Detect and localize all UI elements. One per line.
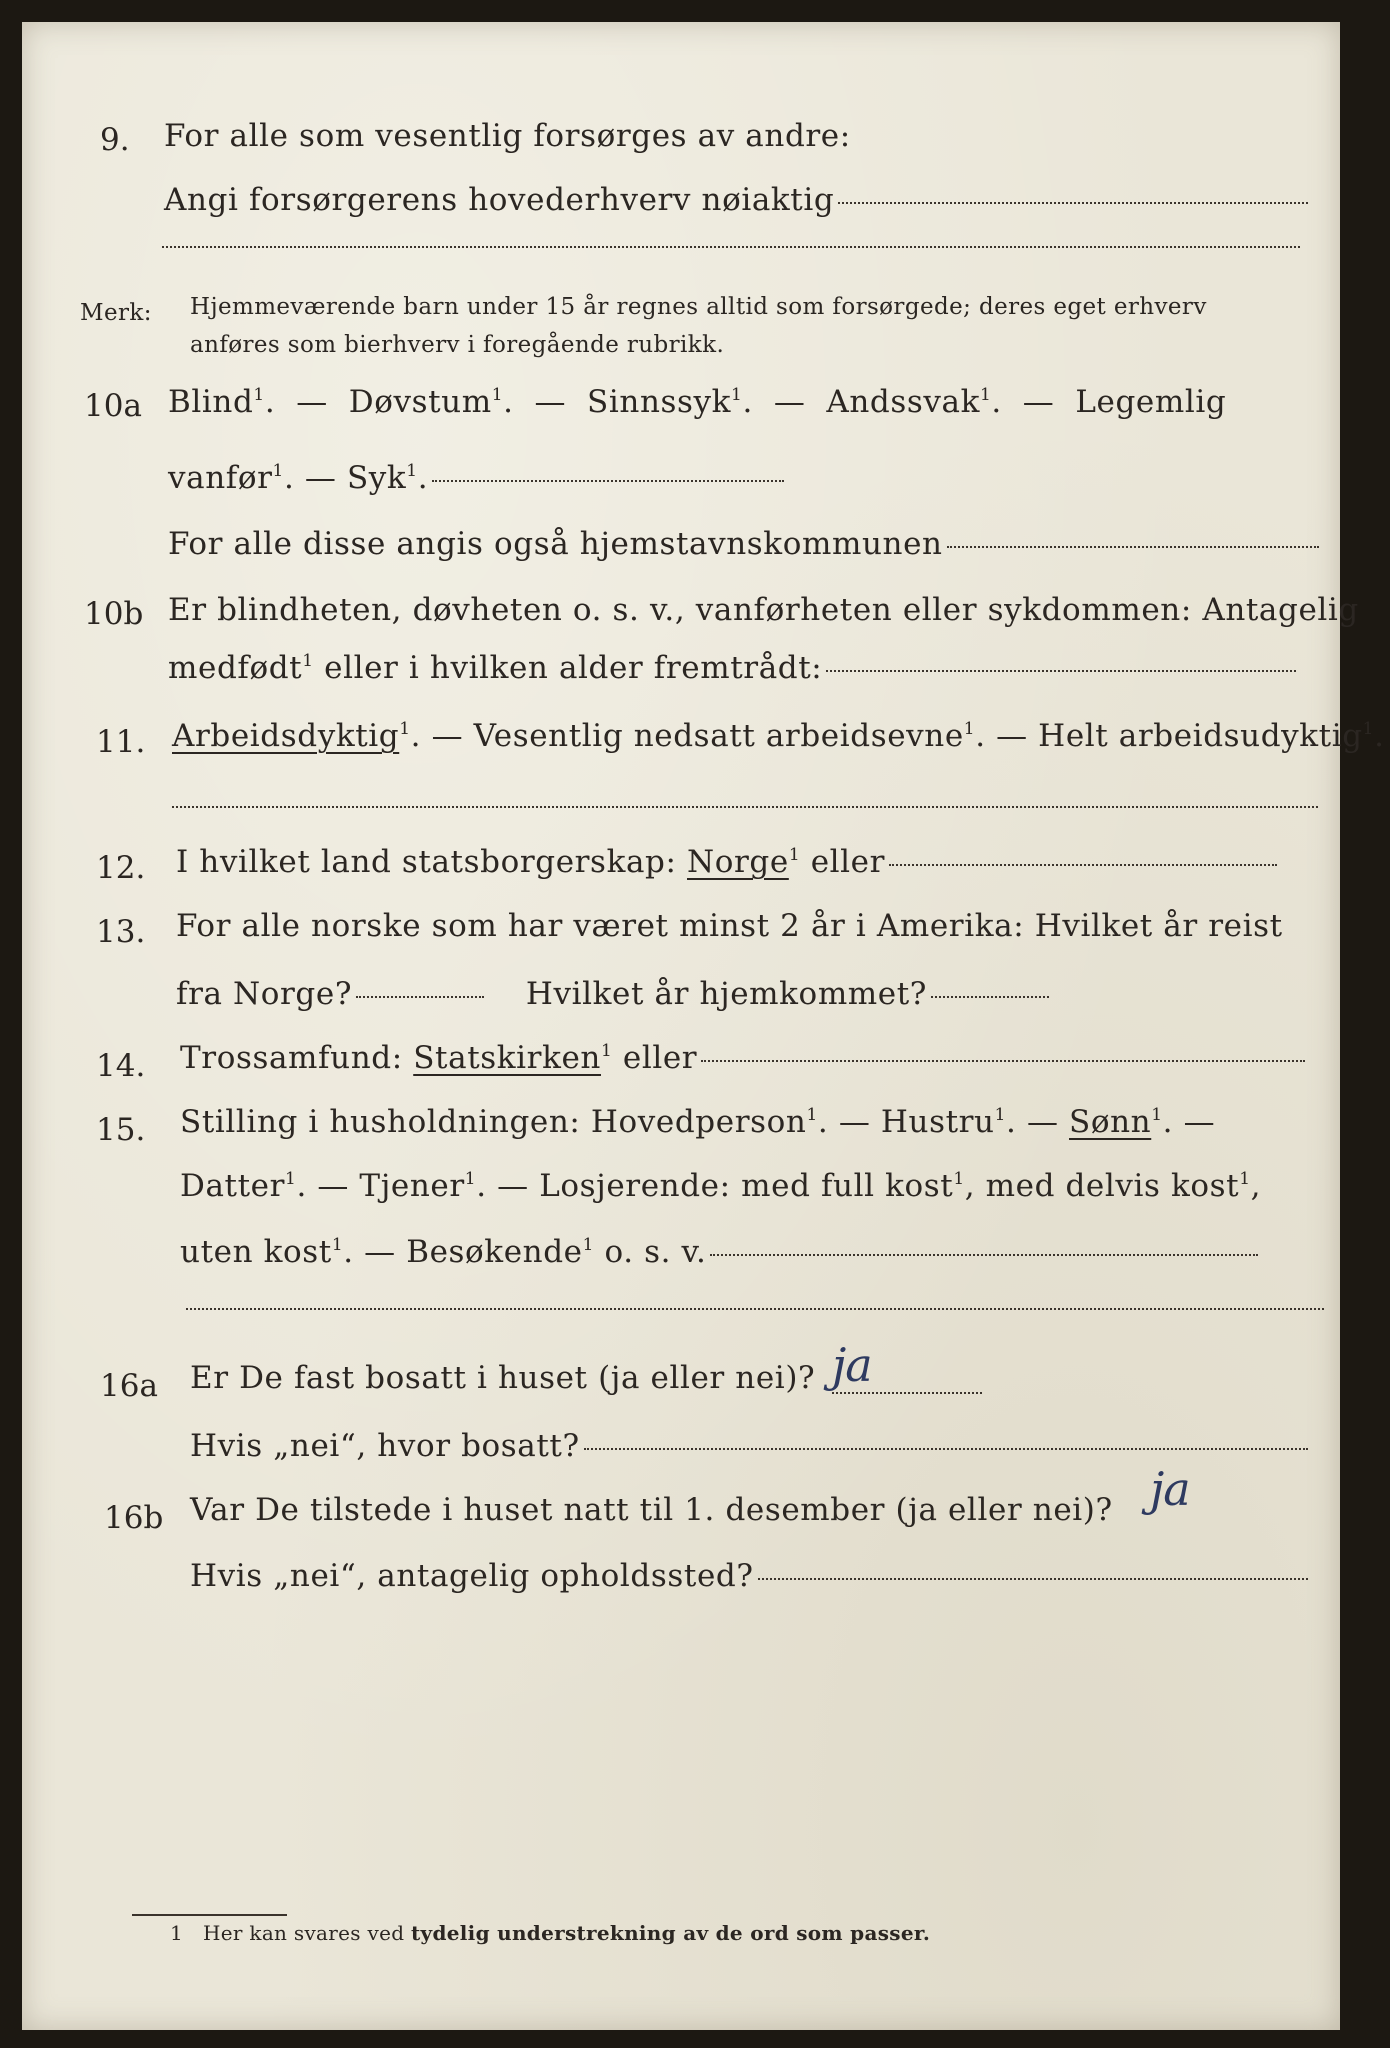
q10a-syk-fill-line[interactable] <box>432 479 784 482</box>
q10a-line-1: Blind$^1$. — Døvstum$^1$. — Sinnssyk$^1$. — Andssvak$^1$. — Legemlig <box>168 384 1227 420</box>
q12-eller: eller <box>810 844 886 880</box>
q13-line-2 <box>176 974 1049 1014</box>
q10a-legemlig: Legemlig <box>1075 384 1227 420</box>
q12-number: 12. <box>96 850 146 886</box>
q12-norge: Norge <box>687 844 789 880</box>
q10b-line-2: medfødt$^1$ eller i hvilken alder fremtrådt: <box>168 648 1296 688</box>
q13-number: 13. <box>96 914 146 950</box>
q15-answer-line[interactable] <box>186 1308 1324 1310</box>
q16a-handwritten-answer: ja <box>832 1338 872 1392</box>
merk-line-1: Hjemmeværende barn under 15 år regnes alltid som forsørgede; deres eget erhverv <box>190 294 1207 320</box>
q16a-answer-line[interactable] <box>832 1392 982 1394</box>
q9-number: 9. <box>100 122 130 158</box>
q10a-hjemstavn-text: For alle disse angis også hjemstavnskommunen <box>168 526 943 562</box>
merk-line-2: anføres som bierhverv i foregående rubrikk. <box>190 332 725 358</box>
q15-sonn: Sønn <box>1069 1104 1152 1140</box>
footnote-rule <box>132 1914 287 1916</box>
q10a-dash-5: — <box>304 460 337 496</box>
q16b-fill-line[interactable] <box>758 1577 1308 1580</box>
q11-arbeidsdyktig: Arbeidsdyktig <box>172 718 400 754</box>
q10b-line-1: Er blindheten, døvheten o. s. v., vanførheten eller sykdommen: Antagelig <box>168 592 1359 628</box>
q10a-dash-2: — <box>534 384 567 420</box>
q16a-fill-line[interactable] <box>584 1447 1308 1450</box>
q16b-number: 16b <box>104 1500 164 1536</box>
q13-hjemkommet-fill-line[interactable] <box>931 995 1049 998</box>
footnote-text-b: tydelig understrekning av de ord som passer. <box>411 1921 931 1945</box>
q13-line-1: For alle norske som har været minst 2 år i Amerika: Hvilket år reist <box>176 908 1283 944</box>
q10a-andssvak: Andssvak <box>826 384 980 420</box>
q13-hjemkommet: Hvilket år hjemkommet? <box>525 976 928 1012</box>
q14-text: Trossamfund: <box>180 1040 403 1076</box>
q16a-question: Er De fast bosatt i huset (ja eller nei)? <box>190 1360 816 1396</box>
q10a-syk: Syk <box>346 460 407 496</box>
q15-line-2: Datter$^1$. — Tjener$^1$. — Losjerende: med full kost$^1$, med delvis kost$^1$, <box>180 1168 1262 1204</box>
q12-fill-line[interactable] <box>889 863 1277 866</box>
q10a-dash-1: — <box>296 384 328 420</box>
q11-vesentlig: — Vesentlig nedsatt arbeidsevne <box>431 718 964 754</box>
q10b-fill-line[interactable] <box>826 669 1296 672</box>
q15-number: 15. <box>96 1112 146 1148</box>
q10a-hjemstavn-fill-line[interactable] <box>947 545 1319 548</box>
q11-line-1: Arbeidsdyktig$^1$. — Vesentlig nedsatt arbeidsevne$^1$. — Helt arbeidsudyktig$^1$. <box>172 718 1385 754</box>
q16b-line-2 <box>190 1556 1308 1596</box>
census-form-page <box>22 22 1385 2030</box>
q9-line-2-text: Angi forsørgerens hovederhverv nøiaktig <box>164 182 835 218</box>
footnote-text-a: Her kan svares ved <box>203 1921 405 1945</box>
q15-tjener: — Tjener <box>317 1168 465 1204</box>
q16b-opholdssted: Hvis „nei“, antagelig opholdssted? <box>190 1558 754 1594</box>
q16b-line-1 <box>190 1490 1113 1530</box>
q9-line-2 <box>164 180 1308 220</box>
q14-eller: eller <box>622 1040 698 1076</box>
q10a-dash-3: — <box>773 384 806 420</box>
q16a-hvor-bosatt: Hvis „nei“, hvor bosatt? <box>190 1428 580 1464</box>
q11-number: 11. <box>96 724 146 760</box>
q11-helt: — Helt arbeidsudyktig <box>996 718 1363 754</box>
q11-answer-line[interactable] <box>172 806 1318 808</box>
q14-number: 14. <box>96 1048 146 1084</box>
q10b-alder-text: eller i hvilken alder fremtrådt: <box>324 650 823 686</box>
q15-uten-kost: uten kost <box>180 1234 332 1270</box>
q10a-line-3 <box>168 524 1319 564</box>
q10a-sinnssyk: Sinnssyk <box>587 384 732 420</box>
q16a-line-1 <box>190 1358 815 1398</box>
q16a-number: 16a <box>100 1368 158 1404</box>
q10a-number: 10a <box>84 388 142 424</box>
q10a-blind: Blind <box>168 384 254 420</box>
q13-reist-fill-line[interactable] <box>356 995 484 998</box>
q14-fill-line[interactable] <box>701 1059 1305 1062</box>
q16b-question: Var De tilstede i huset natt til 1. desember (ja eller nei)? <box>190 1492 1113 1528</box>
q9-line-1: For alle som vesentlig forsørges av andre: <box>164 118 851 154</box>
q10b-number: 10b <box>84 596 144 632</box>
footnote-mark: 1 <box>170 1921 184 1945</box>
q9-fill-line[interactable] <box>838 201 1308 204</box>
q15-losjerende: — Losjerende: med full kost <box>497 1168 954 1204</box>
q15-delvis-kost: , med delvis kost <box>964 1168 1240 1204</box>
q10b-medfodt: medfødt <box>168 650 303 686</box>
merk-label: Merk: <box>80 300 152 326</box>
q15-line-1: Stilling i husholdningen: Hovedperson$^1$. — Hustru$^1$. — Sønn$^1$. — <box>180 1104 1216 1140</box>
q15-fill-line[interactable] <box>710 1253 1258 1256</box>
q12-text: I hvilket land statsborgerskap: <box>176 844 677 880</box>
q15-line-3: uten kost$^1$. — Besøkende$^1$ o. s. v. <box>180 1232 1258 1272</box>
q16b-handwritten-answer: ja <box>1150 1462 1190 1516</box>
q16a-line-2 <box>190 1426 1308 1466</box>
q14-line-1: Trossamfund: Statskirken$^1$ eller <box>180 1038 1305 1078</box>
q10a-vanfor: vanfør <box>168 460 273 496</box>
q15-osv: o. s. v. <box>604 1234 707 1270</box>
q15-besokende: — Besøkende <box>364 1234 583 1270</box>
q13-fra-norge: fra Norge? <box>176 976 353 1012</box>
q14-statskirken: Statskirken <box>413 1040 601 1076</box>
q10a-dash-4: — <box>1022 384 1055 420</box>
q15-hovedperson: Stilling i husholdningen: Hovedperson <box>180 1104 807 1140</box>
q15-datter: Datter <box>180 1168 286 1204</box>
q15-hustru: — Hustru <box>838 1104 995 1140</box>
q9-answer-line[interactable] <box>162 246 1300 248</box>
footnote <box>170 1921 930 1945</box>
q10a-line-2: vanfør$^1$. — Syk$^1$. <box>168 458 784 498</box>
q12-line-1: I hvilket land statsborgerskap: Norge$^1$ eller <box>176 842 1277 882</box>
q10a-dovstum: Døvstum <box>348 384 492 420</box>
